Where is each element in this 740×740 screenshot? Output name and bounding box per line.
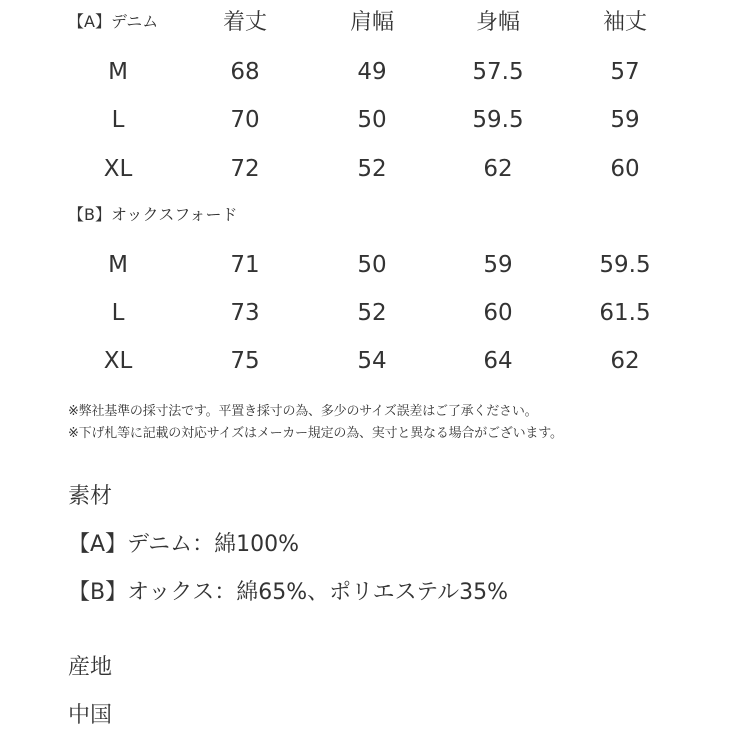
table-a-label: 【A】デニム — [68, 12, 159, 31]
table-a-value-cell: 68 — [230, 59, 260, 85]
table-a-value-cell: 59 — [610, 107, 640, 133]
table-a-value-cell: 59.5 — [472, 107, 524, 133]
material-line-b: 【B】オックス：綿65%、ポリエステル35% — [68, 580, 509, 605]
table-b-value-cell: 60 — [483, 300, 513, 326]
table-a-size-cell: L — [111, 107, 125, 133]
table-b-value-cell: 62 — [610, 348, 640, 374]
table-b-size-cell: XL — [103, 348, 133, 374]
column-header-length: 着丈 — [222, 10, 268, 35]
table-a-size-cell: XL — [103, 156, 133, 182]
table-a-value-cell: 70 — [230, 107, 260, 133]
table-a-value-cell: 49 — [357, 59, 387, 85]
table-a-value-cell: 52 — [357, 156, 387, 182]
table-b-value-cell: 59.5 — [599, 252, 651, 278]
table-b-value-cell: 73 — [230, 300, 260, 326]
table-b-value-cell: 59 — [483, 252, 513, 278]
table-b-value-cell: 71 — [230, 252, 260, 278]
table-a-value-cell: 50 — [357, 107, 387, 133]
size-label-note: ※下げ札等に記載の対応サイズはメーカー規定の為、実寸と異なる場合がございます。 — [68, 426, 563, 441]
material-title: 素材 — [68, 484, 113, 509]
material-line-a: 【A】デニム：綿100% — [68, 532, 300, 557]
table-a-value-cell: 72 — [230, 156, 260, 182]
column-header-shoulder: 肩幅 — [349, 10, 395, 35]
column-header-chest: 身幅 — [475, 10, 521, 35]
table-a-value-cell: 57.5 — [472, 59, 524, 85]
table-b-size-cell: M — [108, 252, 128, 278]
table-b-value-cell: 75 — [230, 348, 260, 374]
table-b-label: 【B】オックスフォード — [68, 205, 238, 224]
table-a-value-cell: 57 — [610, 59, 640, 85]
table-a-value-cell: 60 — [610, 156, 640, 182]
table-b-value-cell: 50 — [357, 252, 387, 278]
origin-value: 中国 — [68, 703, 113, 728]
table-b-value-cell: 52 — [357, 300, 387, 326]
table-a-value-cell: 62 — [483, 156, 513, 182]
column-header-sleeve: 袖丈 — [602, 10, 648, 35]
table-b-value-cell: 64 — [483, 348, 513, 374]
measurement-note: ※弊社基準の採寸法です。平置き採寸の為、多少のサイズ誤差はご了承ください。 — [68, 404, 538, 419]
table-a-size-cell: M — [108, 59, 128, 85]
table-b-value-cell: 54 — [357, 348, 387, 374]
origin-title: 産地 — [68, 655, 113, 680]
table-b-size-cell: L — [111, 300, 125, 326]
table-b-value-cell: 61.5 — [599, 300, 651, 326]
